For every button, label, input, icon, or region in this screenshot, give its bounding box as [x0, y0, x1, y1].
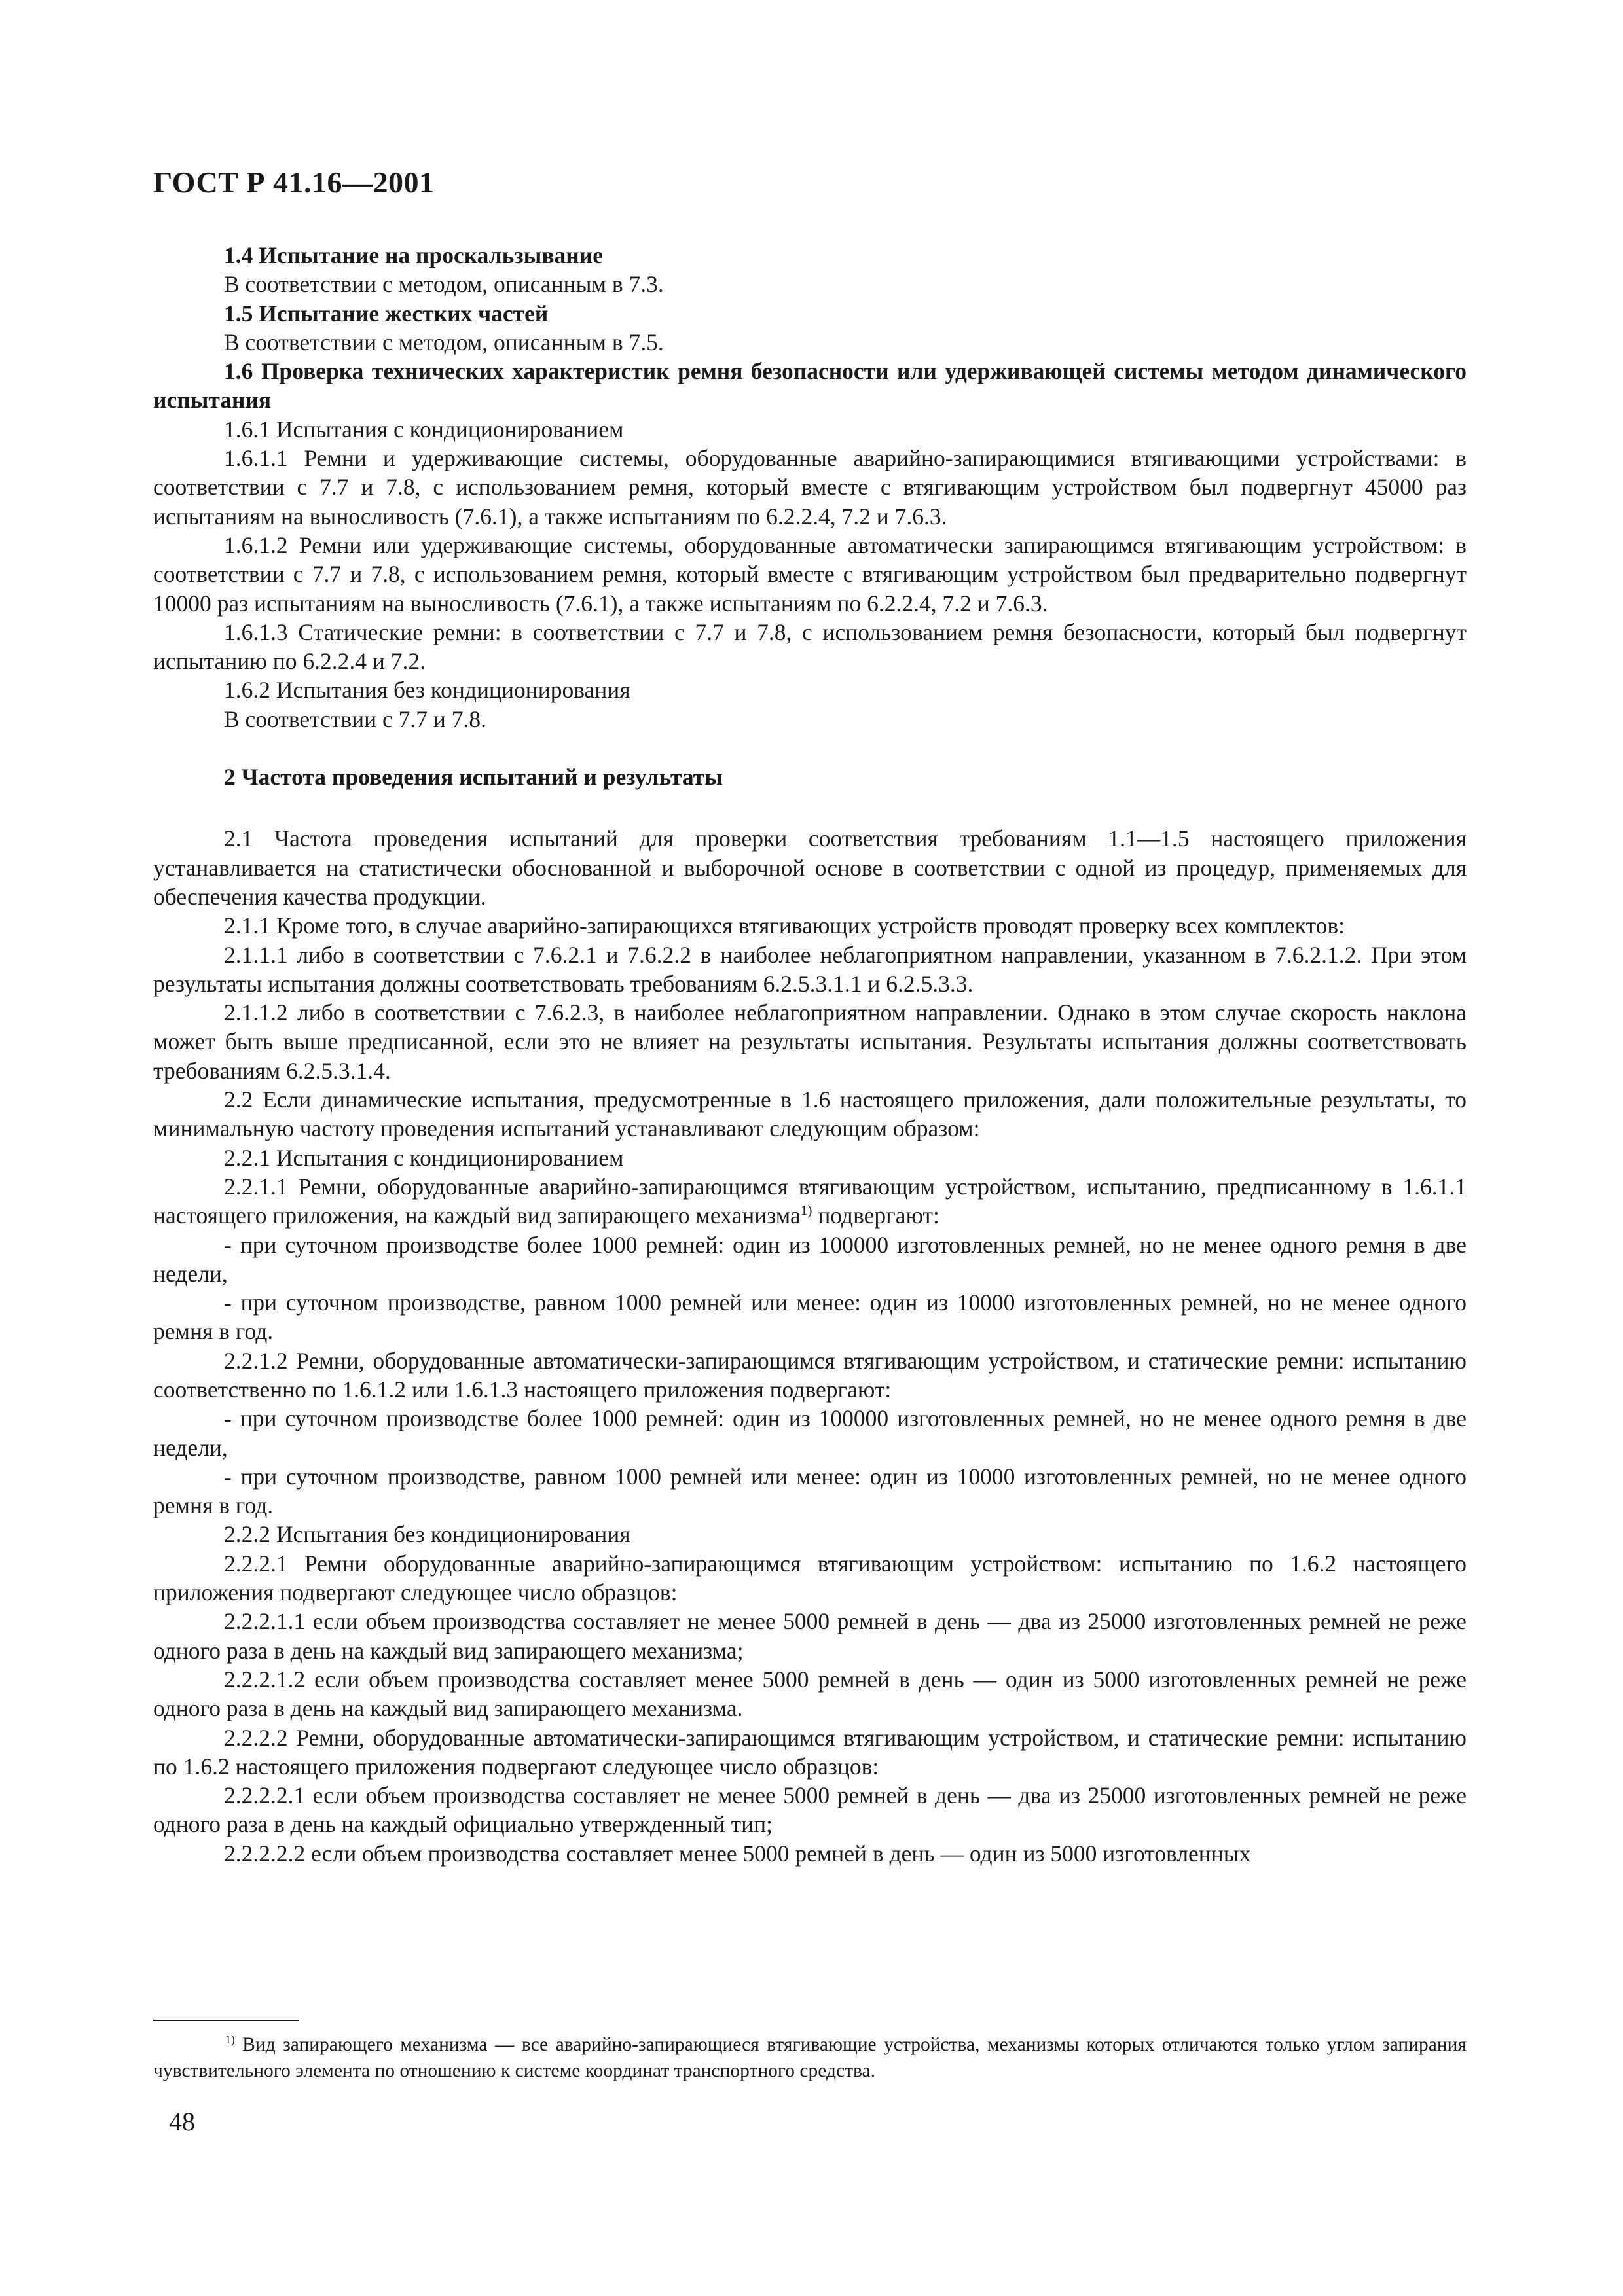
paragraph: В соответствии с методом, описанным в 7.3. [224, 271, 664, 298]
subsection-2-2-1: 2.2.1 Испытания с кондиционированием [224, 1144, 624, 1171]
paragraph-1-6-1-3: 1.6.1.3 Статические ремни: в соответствии с 7.7 и 7.8, с использованием ремня безопасности, который был подвергнут испытанию по 6.2.2.4 и 7.2. [153, 619, 1467, 675]
paragraph-2-2-2-2-2: 2.2.2.2.2 если объем производства составляет менее 5000 ремней в день — один из 5000 изготовленных [224, 1840, 1251, 1867]
page-number: 48 [169, 2107, 195, 2136]
footnote-divider [153, 2020, 299, 2021]
paragraph-2-1-1-1: 2.1.1.1 либо в соответствии с 7.6.2.1 и 7.6.2.2 в наиболее неблагоприятном направлении, указанном в 7.6.2.1.2. При этом результаты испытания должны соответствовать требованиям 6.2.5.3.1.1 и 6.2.5.3.3. [153, 941, 1467, 997]
section-heading-2: 2 Частота проведения испытаний и результаты [224, 764, 723, 791]
paragraph-2-2-1-1 [153, 1172, 1467, 1230]
subsection-2-2-2: 2.2.2 Испытания без кондиционирования [224, 1521, 630, 1548]
footnote [153, 2032, 1467, 2084]
paragraph-2-2-2-1-2: 2.2.2.1.2 если объем производства составляет менее 5000 ремней в день — один из 5000 изготовленных ремней не реже одного раза в день на каждый вид запирающего механизма. [153, 1666, 1467, 1722]
footnote-reference: 1) [800, 1202, 812, 1219]
list-item: - при суточном производстве более 1000 ремней: один из 100000 изготовленных ремней, но не менее одного ремня в две недели, [153, 1405, 1467, 1461]
subsection-1-6-2: 1.6.2 Испытания без кондиционирования [224, 677, 630, 704]
paragraph-2-2-1-2: 2.2.1.2 Ремни, оборудованные автоматически-запирающимся втягивающим устройством, и статические ремни: испытанию соответственно по 1.6.1.2 или 1.6.1.3 настоящего приложения подвергают: [153, 1347, 1467, 1403]
footnote-text: Вид запирающего механизма — все аварийно-запирающиеся втягивающие устройства, механизмы которых отличаются только углом запирания чувствительного элемента по отношению к системе координат транспортного средства. [153, 2034, 1467, 2081]
list-item: - при суточном производстве более 1000 ремней: один из 100000 изготовленных ремней, но не менее одного ремня в две недели, [153, 1231, 1467, 1287]
subsection-1-6-1: 1.6.1 Испытания с кондиционированием [224, 416, 624, 442]
paragraph-2-1: 2.1 Частота проведения испытаний для проверки соответствия требованиям 1.1—1.5 настоящего приложения устанавливается на статистически обоснованной и выборочной основе в соответствии с одной из процедур, применяемых для обеспечения качества продукции. [153, 825, 1467, 910]
document-body [153, 241, 1467, 1868]
paragraph-2-2-1-1-tail: подвергают: [812, 1202, 939, 1229]
paragraph-2-2-2-2: 2.2.2.2 Ремни, оборудованные автоматически-запирающимся втягивающим устройством, и статические ремни: испытанию по 1.6.2 настоящего приложения подвергают следующее число образцов: [153, 1724, 1467, 1780]
paragraph: В соответствии с 7.7 и 7.8. [224, 706, 487, 732]
section-heading-1-4: 1.4 Испытание на проскальзывание [224, 242, 603, 268]
paragraph-1-6-1-2: 1.6.1.2 Ремни или удерживающие системы, оборудованные автоматически запирающимся втягивающим устройством: в соответствии с 7.7 и 7.8, с использованием ремня, который вместе с втягивающим устройством был предварительно подвергнут 10000 раз испытаниям на выносливость (7.6.1), а также испытаниям по 6.2.2.4, 7.2 и 7.6.3. [153, 531, 1467, 617]
paragraph-1-6-1-1: 1.6.1.1 Ремни и удерживающие системы, оборудованные аварийно-запирающимися втягивающими устройствами: в соответствии с 7.7 и 7.8, с использованием ремня, который вместе с втягивающим устройством был подвергнут 45000 раз испытаниям на выносливость (7.6.1), а также испытаниям по 6.2.2.4, 7.2 и 7.6.3. [153, 445, 1467, 529]
paragraph-2-2: 2.2 Если динамические испытания, предусмотренные в 1.6 настоящего приложения, дали положительные результаты, то минимальную частоту проведения испытаний устанавливают следующим образом: [153, 1086, 1467, 1142]
standard-header: ГОСТ Р 41.16—2001 [153, 166, 435, 199]
paragraph-2-2-2-2-1: 2.2.2.2.1 если объем производства составляет не менее 5000 ремней в день — два из 25000 изготовленных ремней не реже одного раза в день на каждый официально утвержденный тип; [153, 1782, 1467, 1838]
paragraph-2-2-1-1-text: 2.2.1.1 Ремни, оборудованные аварийно-запирающимся втягивающим устройством, испытанию, предписанному в 1.6.1.1 настоящего приложения, на каждый вид запирающего механизма [153, 1173, 1467, 1229]
section-heading-1-5: 1.5 Испытание жестких частей [224, 300, 549, 327]
list-item: - при суточном производстве, равном 1000 ремней или менее: один из 10000 изготовленных ремней, но не менее одного ремня в год. [153, 1463, 1467, 1519]
paragraph-2-1-1-2: 2.1.1.2 либо в соответствии с 7.6.2.3, в наиболее неблагоприятном направлении. Однако в этом случае скорость наклона может быть выше предписанной, если это не влияет на результаты испытания. Результаты испытания должны соответствовать требованиям 6.2.5.3.1.4. [153, 999, 1467, 1084]
paragraph-2-1-1: 2.1.1 Кроме того, в случае аварийно-запирающихся втягивающих устройств проводят проверку всех комплектов: [224, 912, 1345, 939]
footnote-marker: 1) [225, 2033, 235, 2047]
paragraph-2-2-2-1-1: 2.2.2.1.1 если объем производства составляет не менее 5000 ремней в день — два из 25000 изготовленных ремней не реже одного раза в день на каждый вид запирающего механизма; [153, 1608, 1467, 1664]
paragraph: В соответствии с методом, описанным в 7.5. [224, 329, 664, 355]
paragraph-2-2-2-1: 2.2.2.1 Ремни оборудованные аварийно-запирающимся втягивающим устройством: испытанию по 1.6.2 настоящего приложения подвергают следующее число образцов: [153, 1550, 1467, 1606]
list-item: - при суточном производстве, равном 1000 ремней или менее: один из 10000 изготовленных ремней, но не менее одного ремня в год. [153, 1289, 1467, 1345]
section-heading-1-6: 1.6 Проверка технических характеристик ремня безопасности или удерживающей системы методом динамического испытания [153, 358, 1467, 414]
